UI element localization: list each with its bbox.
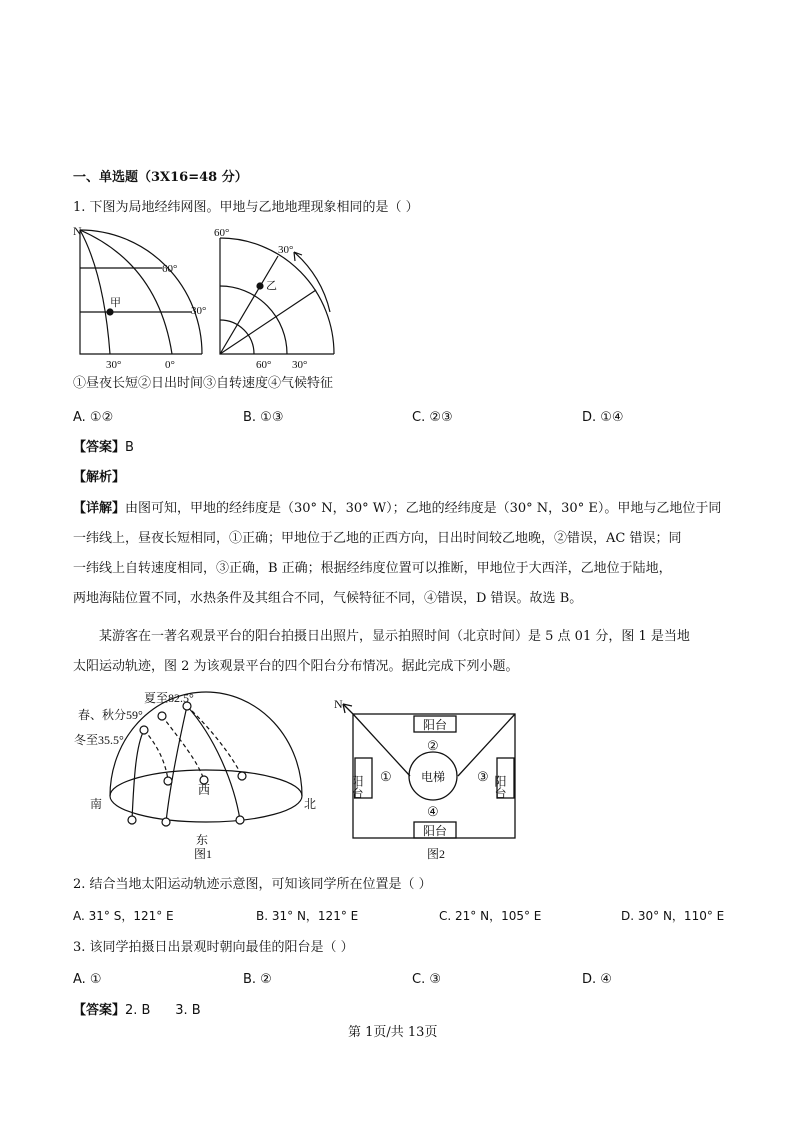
q1-analysis-tag: 【解析】	[73, 470, 126, 485]
fig1-caption: 图1	[194, 847, 213, 861]
point-jia-label: 甲	[110, 297, 121, 309]
summer-set-point	[238, 772, 246, 780]
summer-rise-point	[236, 816, 244, 824]
q1-option-b[interactable]: B. ①③	[243, 410, 284, 425]
num-2-label: ②	[427, 738, 439, 753]
winter-path	[132, 730, 144, 820]
num-1-label: ①	[380, 769, 392, 784]
answer-tag: 【答案】	[73, 1003, 126, 1018]
diagonal-left	[353, 714, 410, 776]
q3-option-b[interactable]: B. ②	[243, 972, 272, 987]
page-footer: 第 1页/共 13页	[348, 1025, 438, 1040]
q1-detail-line-1-text: 由图可知，甲地的经纬度是（30° N，30° W）；乙地的经纬度是（30° N，30° E）。甲地与乙地位于同	[125, 501, 722, 516]
outer-parallel-arc	[220, 238, 334, 354]
num-4-label: ④	[427, 804, 439, 819]
east-label: 东	[196, 833, 209, 847]
passage	[73, 622, 745, 682]
question-2-stem: 2. 结合当地太阳运动轨迹示意图，可知该同学所在位置是（ ）	[73, 877, 432, 892]
lat-30-label: 30°	[292, 359, 308, 371]
question-3-stem: 3. 该同学拍摄日出景观时朝向最佳的阳台是（ ）	[73, 940, 354, 955]
question-1-statements: ①昼夜长短②日出时间③自转速度④气候特征	[73, 376, 334, 391]
question-1-stem: 1. 下图为局地经纬网图。甲地与乙地地理现象相同的是（ ）	[73, 200, 419, 215]
lon-0-label: 0°	[165, 359, 175, 371]
balcony-top-label: 阳台	[423, 718, 448, 732]
q2-q3-answer	[73, 1003, 201, 1019]
south-label: 南	[90, 797, 103, 811]
q2-option-c[interactable]: C. 21° N，105° E	[439, 909, 542, 923]
sun-path-figure	[74, 686, 324, 864]
winter-rise-point	[128, 816, 136, 824]
meridian-60	[220, 290, 316, 354]
lon-30-label: 30°	[278, 244, 294, 256]
q3-option-c[interactable]: C. ③	[412, 972, 441, 987]
balcony-left-label: 阳台	[350, 775, 364, 799]
summer-label: 夏至82.5°	[144, 691, 194, 705]
parallel-60-arc	[220, 286, 287, 354]
q1-option-c[interactable]: C. ②③	[412, 410, 453, 425]
q2-option-a[interactable]: A. 31° S，121° E	[73, 909, 174, 923]
q1-option-d[interactable]: D. ①④	[582, 410, 624, 425]
balcony-right-label: 阳台	[493, 775, 507, 799]
outer-meridian-arc	[80, 230, 202, 354]
equinox-noon-sun	[158, 712, 166, 720]
q1-answer	[73, 440, 134, 456]
lat-30-label: 30°	[191, 305, 207, 317]
passage-line-1: 某游客在一著名观景平台的阳台拍摄日出照片，显示拍照时间（北京时间）是 5 点 01 分，图 1 是当地	[99, 629, 690, 644]
point-yi-label: 乙	[266, 280, 277, 292]
rotation-arrow	[294, 252, 330, 312]
equinox-label: 春、秋分59°	[78, 708, 143, 722]
section-heading: 一、单选题（3X16=48 分）	[73, 170, 248, 185]
passage-line-2: 太阳运动轨迹，图 2 为该观景平台的四个阳台分布情况。据此完成下列小题。	[73, 659, 519, 674]
balcony-layout-figure	[326, 694, 526, 864]
top-60-label: 60°	[214, 227, 230, 239]
q2-option-b[interactable]: B. 31° N，121° E	[256, 909, 359, 923]
answer-value: B	[125, 440, 134, 455]
q2-option-d[interactable]: D. 30° N，110° E	[621, 909, 725, 923]
west-label: 西	[198, 783, 211, 797]
lon-30-label: 30°	[106, 359, 122, 371]
graticule-figure-left	[70, 224, 220, 372]
q1-detail-line-2: 一纬线上，昼夜长短相同，①正确；甲地位于乙地的正西方向，日出时间较乙地晚，②错误，AC 错误；同	[73, 531, 682, 546]
q1-detail-line-4: 两地海陆位置不同，水热条件及其组合不同，气候特征不同，④错误，D 错误。故选 B。	[73, 591, 583, 606]
elevator-label: 电梯	[421, 770, 446, 784]
lat-60-label: 60°	[162, 263, 178, 275]
balcony-bottom-label: 阳台	[423, 824, 448, 838]
winter-noon-sun	[140, 726, 148, 734]
equinox-rise-point	[162, 818, 170, 826]
fig2-caption: 图2	[427, 847, 446, 861]
meridian-30	[220, 256, 278, 354]
q1-detail	[73, 494, 745, 614]
diagonal-right	[458, 714, 515, 776]
num-3-label: ③	[477, 769, 489, 784]
fig2-north-label: N	[334, 697, 343, 711]
equinox-path	[166, 706, 187, 822]
graticule-figure-right	[208, 224, 344, 372]
parallel-30-arc	[220, 320, 254, 354]
winter-set-point	[164, 777, 172, 785]
point-yi	[256, 282, 263, 289]
q1-detail-line-3: 一纬线上自转速度相同，③正确，B 正确；根据经纬度位置可以推断，甲地位于大西洋，乙地位于陆地，	[73, 561, 672, 576]
answer-values: 2. B 3. B	[125, 1003, 201, 1018]
winter-label: 冬至35.5°	[74, 733, 124, 747]
point-jia	[106, 308, 113, 315]
q1-detail-line-1	[73, 494, 745, 524]
detail-tag: 【详解】	[73, 501, 126, 516]
answer-tag: 【答案】	[73, 440, 126, 455]
q1-option-a[interactable]: A. ①②	[73, 410, 114, 425]
north-label: N	[73, 224, 82, 238]
frame-axes	[80, 230, 202, 354]
frame-axes	[220, 238, 334, 354]
lat-60-label: 60°	[256, 359, 272, 371]
meridian-30	[80, 230, 110, 354]
summer-path	[187, 706, 240, 820]
meridian-0	[80, 230, 172, 354]
north-label: 北	[304, 797, 317, 811]
q3-option-d[interactable]: D. ④	[582, 972, 612, 987]
q3-option-a[interactable]: A. ①	[73, 972, 102, 987]
